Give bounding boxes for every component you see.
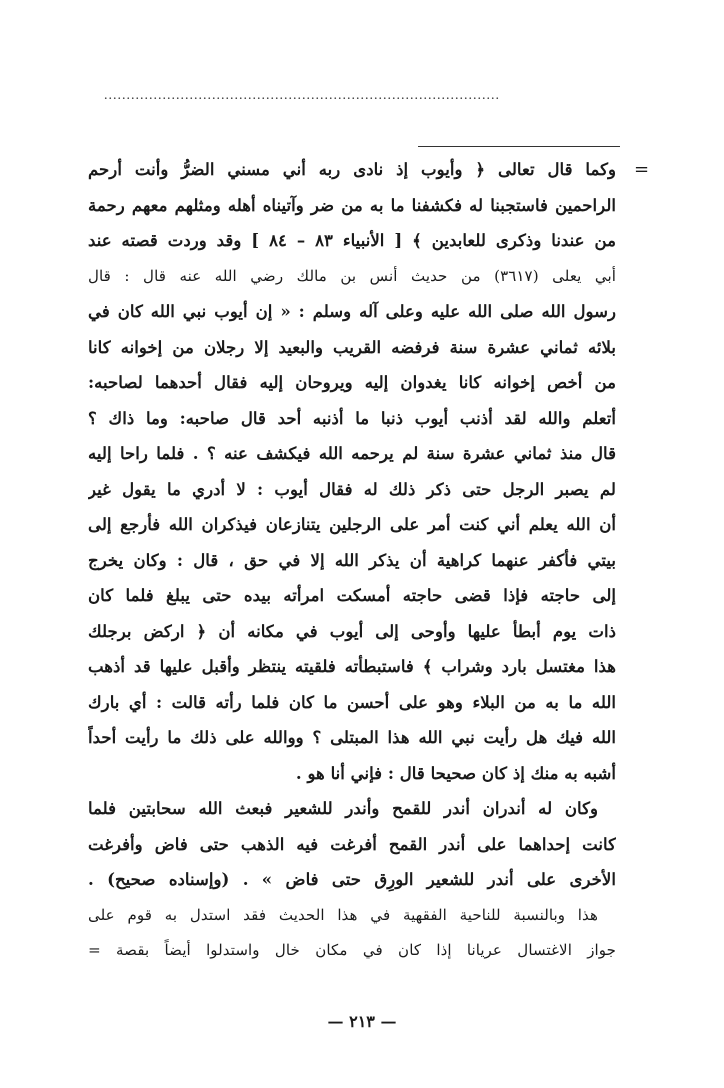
text-line-13: إلى حاجته فإذا قضى حاجته أمسكت امرأته بيده حتى يبلغ فلما كان	[88, 585, 616, 605]
text-line-22: هذا وبالنسبة للناحية الفقهية في هذا الحديث فقد استدل به قوم على	[88, 905, 598, 924]
text-line-5: رسول الله صلى الله عليه وعلى آله وسلم : « إن أيوب نبي الله كان في	[88, 301, 616, 321]
text-line-10: لم يصبر الرجل حتى ذكر ذلك له فقال أيوب : لا أدري ما يقول غير	[88, 478, 616, 499]
footnote-separator-rule	[418, 146, 620, 147]
text-line-9: قال منذ ثماني عشرة سنة لم يرحمه الله فيكشف عنه ؟ . فلما راحا إليه	[88, 443, 616, 463]
text-line-15: هذا مغتسل بارد وشراب ﴾ فاستبطأته فلقيته ينتظر وأقبل عليها قد أذهب	[88, 656, 616, 676]
text-line-8: أتعلم والله لقد أذنب أيوب ذنبا ما أذنبه أحد قال صاحبه: وما ذاك ؟	[88, 407, 616, 428]
text-line-18: أشبه به منك إذ كان صحيحا قال : فإني أنا هو .	[295, 762, 616, 783]
text-line-16: الله ما به من البلاء وهو على أحسن ما كان فلما رأته قالت : أي بارك	[88, 691, 616, 712]
text-line-4: أبي يعلى (٣٦١٧) من حديث أنس بن مالك رضي الله عنه قال : قال	[88, 266, 616, 285]
text-line-1: وكما قال تعالى ﴿ وأيوب إذ نادى ربه أني مسني الضرُّ وأنت أرحم	[88, 159, 616, 179]
text-line-21: الأخرى على أندر للشعير الورِق حتى فاض » . (وإسناده صحيح) .	[88, 869, 616, 889]
text-line-17: الله فيك هل رأيت نبي الله هذا المبتلى ؟ ووالله على ذلك ما رأيت أحداً	[88, 727, 616, 747]
text-line-23: جواز الاغتسال عريانا إذا كان في مكان خال واستدلوا أيضاً بقصة =	[88, 941, 616, 959]
text-line-19: وكان له أندران أندر للقمح وأندر للشعير فبعث الله سحابتين فلما	[88, 798, 598, 818]
text-line-14: ذات يوم أبطأ عليها وأوحى إلى أيوب في مكانه أن ﴿ اركض برجلك	[88, 620, 616, 641]
text-line-12: بيتي فأكفر عنهما كراهية أن يذكر الله إلا في حق ، قال : وكان يخرج	[88, 549, 616, 570]
footnote-body	[88, 152, 616, 969]
text-line-20: كانت إحداهما على أندر القمح أفرغت فيه الذهب حتى فاض وأفرغت	[88, 833, 616, 854]
text-line-11: أن الله يعلم أني كنت أمر على الرجلين يتنازعان فيذكران الله فأرجع إلى	[88, 514, 616, 534]
footnote-continuation-marker: =	[634, 159, 650, 180]
text-line-2: الراحمين فاستجبنا له فكشفنا ما به من ضر وآتيناه أهله ومثلهم معهم رحمة	[88, 194, 616, 215]
header-dotted-leader: ........................................................................................	[104, 88, 500, 103]
page-number: — ٢١٣ —	[327, 1012, 397, 1031]
text-line-3: من عندنا وذكرى للعابدين ﴾ [ الأنبياء ٨٣ – ٨٤ ] وقد وردت قصته عند	[88, 230, 616, 250]
text-line-7: من أخص إخوانه كانا يغدوان إليه ويروحان إليه فقال أحدهما لصاحبه:	[88, 372, 616, 392]
text-line-6: بلائه ثماني عشرة سنة فرفضه القريب والبعيد إلا رجلان من إخوانه كانا	[88, 336, 616, 357]
